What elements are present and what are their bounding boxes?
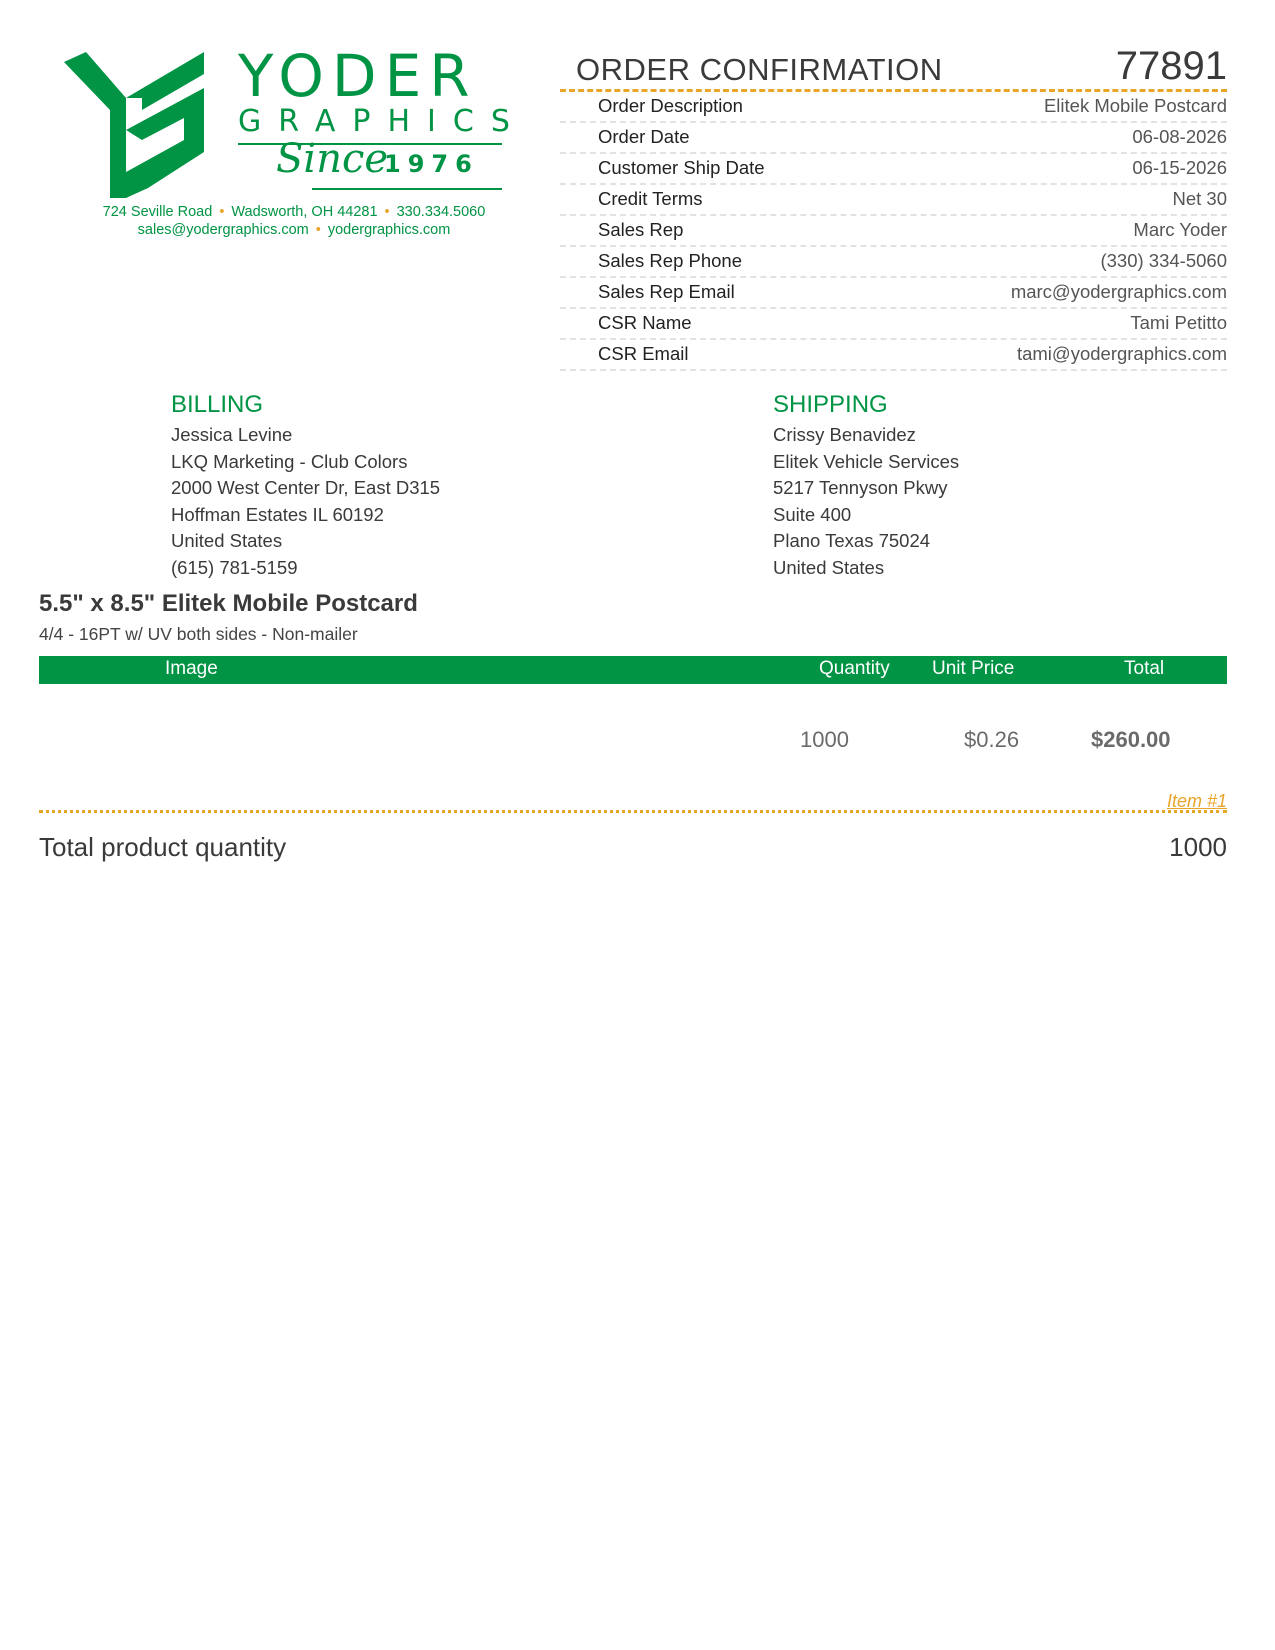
shipping-address <box>773 390 959 581</box>
shipping-country: United States <box>773 556 885 578</box>
detail-label: CSR Email <box>598 343 689 364</box>
detail-label: Sales Rep <box>598 219 684 240</box>
company-website-link[interactable]: yodergraphics.com <box>327 222 451 238</box>
address-phone: 330.334.5060 <box>396 204 486 220</box>
column-header-total: Total <box>1124 658 1165 679</box>
detail-row-sales-rep-phone <box>560 247 1227 278</box>
column-header-image: Image <box>165 658 218 679</box>
detail-label: Customer Ship Date <box>598 157 765 178</box>
detail-label: Credit Terms <box>598 188 703 209</box>
logo-since: Since <box>276 136 389 182</box>
detail-row-order-date <box>560 123 1227 154</box>
logo-wordmark: YODER <box>238 42 478 110</box>
billing-street: 2000 West Center Dr, East D315 <box>171 477 441 498</box>
billing-heading: BILLING <box>171 391 264 418</box>
detail-row-csr-name <box>560 309 1227 340</box>
billing-company: LKQ Marketing - Club Colors <box>171 450 408 472</box>
shipping-suite: Suite 400 <box>773 503 852 525</box>
order-number: 77891 <box>1115 44 1227 88</box>
row-total: $260.00 <box>1091 727 1171 752</box>
line-items-header <box>39 656 1227 684</box>
detail-label: Order Description <box>598 95 743 116</box>
logo-rule-bottom <box>312 188 502 190</box>
detail-label: Order Date <box>598 126 690 147</box>
bullet-icon: • <box>384 204 390 220</box>
detail-row-sales-rep-email <box>560 278 1227 309</box>
detail-row-order-description <box>560 92 1227 123</box>
item-number-link[interactable]: Item #1 <box>1166 791 1227 811</box>
yg-monogram-icon <box>64 52 212 198</box>
detail-row-sales-rep <box>560 216 1227 247</box>
detail-label: Sales Rep Email <box>598 281 735 302</box>
order-header <box>560 44 1227 90</box>
detail-row-credit-terms <box>560 185 1227 216</box>
detail-row-csr-email <box>560 340 1227 371</box>
address-street: 724 Seville Road <box>102 204 213 220</box>
detail-value: Marc Yoder <box>1133 219 1227 240</box>
billing-country: United States <box>171 530 283 551</box>
shipping-company: Elitek Vehicle Services <box>773 450 960 472</box>
detail-row-ship-date <box>560 154 1227 185</box>
shipping-heading: SHIPPING <box>773 391 888 418</box>
shipping-city: Plano Texas 75024 <box>773 530 931 551</box>
product-title: 5.5" x 8.5" Elitek Mobile Postcard <box>39 590 418 617</box>
bullet-icon: • <box>315 222 321 238</box>
detail-value: Tami Petitto <box>1130 312 1227 333</box>
total-quantity-label: Total product quantity <box>39 832 287 862</box>
detail-label: CSR Name <box>598 312 692 333</box>
detail-value: 06-15-2026 <box>1132 157 1227 178</box>
address-city: Wadsworth, OH 44281 <box>231 204 378 220</box>
detail-label: Sales Rep Phone <box>598 250 742 271</box>
detail-value: (330) 334-5060 <box>1100 250 1227 271</box>
row-unit-price: $0.26 <box>964 727 1020 752</box>
bullet-icon: • <box>219 204 225 220</box>
billing-address <box>171 390 440 581</box>
detail-value: Elitek Mobile Postcard <box>1043 95 1227 116</box>
logo-year: 1976 <box>384 150 479 178</box>
column-header-quantity: Quantity <box>819 658 890 679</box>
logo-subtitle: GRAPHICS <box>238 104 527 139</box>
shipping-street: 5217 Tennyson Pkwy <box>773 477 948 498</box>
detail-value: 06-08-2026 <box>1132 126 1227 147</box>
company-contact <box>62 222 526 238</box>
column-header-unit-price: Unit Price <box>932 658 1015 679</box>
company-logo <box>62 42 527 248</box>
row-quantity: 1000 <box>800 727 849 752</box>
detail-value: Net 30 <box>1172 188 1227 209</box>
billing-city: Hoffman Estates IL 60192 <box>171 503 384 525</box>
order-details <box>560 92 1227 371</box>
sales-rep-email-link[interactable]: marc@yodergraphics.com <box>1010 281 1227 302</box>
product-subtitle: 4/4 - 16PT w/ UV both sides - Non-mailer <box>39 624 358 644</box>
order-title: ORDER CONFIRMATION <box>576 52 943 87</box>
item-divider <box>39 810 1227 813</box>
csr-email-link[interactable]: tami@yodergraphics.com <box>1016 343 1227 364</box>
billing-name: Jessica Levine <box>171 424 293 445</box>
company-address <box>62 204 526 220</box>
shipping-name: Crissy Benavidez <box>773 424 916 445</box>
billing-phone: (615) 781-5159 <box>171 556 298 578</box>
company-email-link[interactable]: sales@yodergraphics.com <box>137 222 309 238</box>
total-quantity-value: 1000 <box>1169 832 1227 862</box>
